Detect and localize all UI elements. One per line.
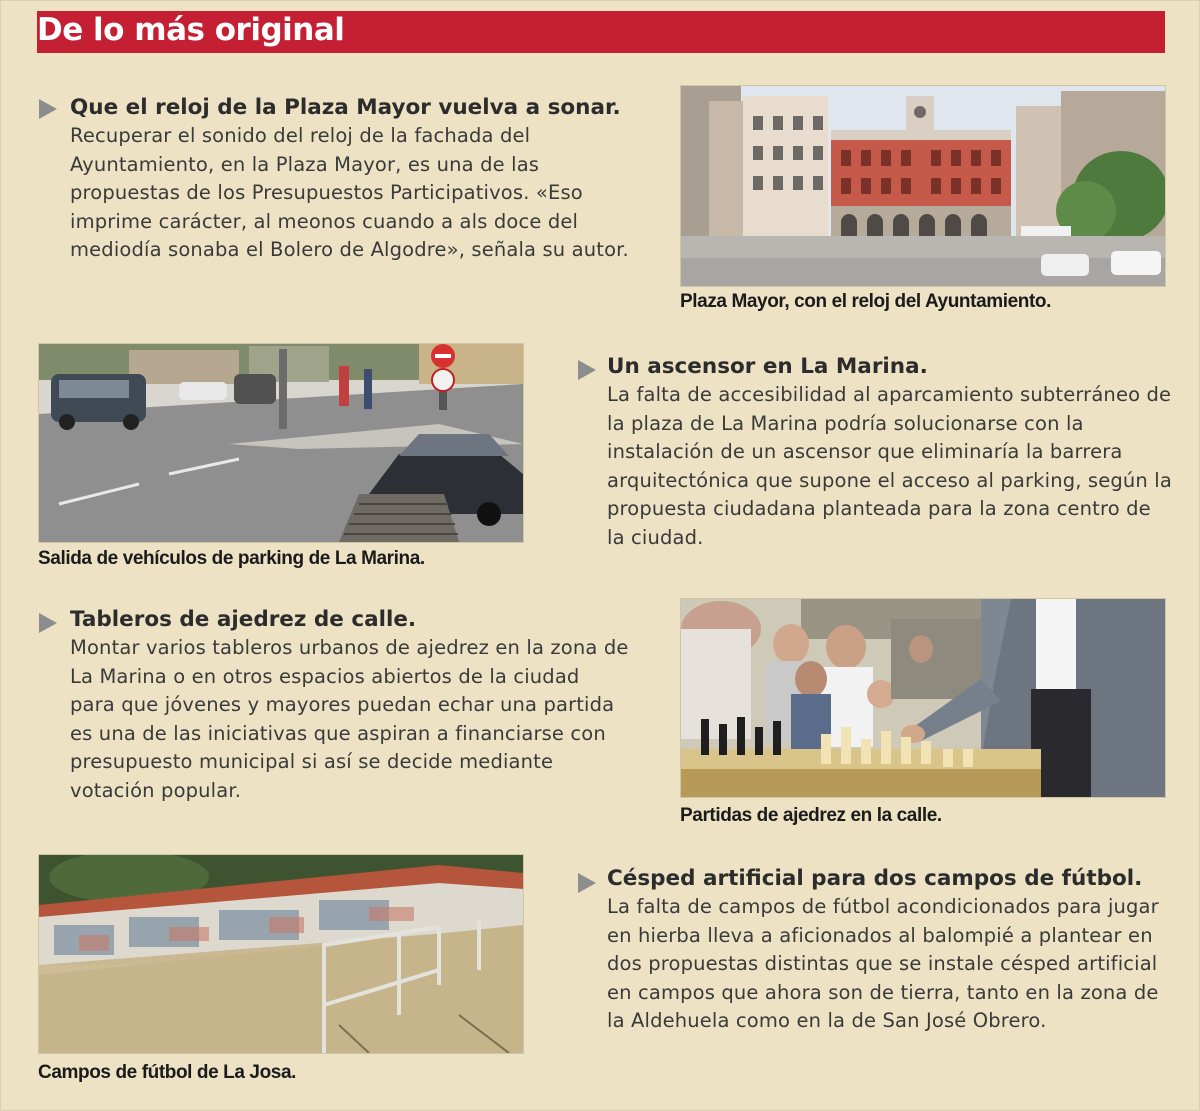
photo-caption: Plaza Mayor, con el reloj del Ayuntamiento. <box>680 291 1051 312</box>
photo-marina-parking-image <box>39 344 523 542</box>
photo-football-fields <box>38 854 524 1054</box>
proposal-body: La falta de campos de fútbol acondicionados para jugar en hierba lleva a aficionados al balompié a plantear en dos propuestas distintas que se instale césped artificial en campos que ahora son de tierra, tanto en la zona de la Aldehuela como en la de San José Obrero. <box>607 895 1159 1032</box>
photo-plaza-mayor <box>680 85 1166 287</box>
proposal-heading: Un ascensor en La Marina. <box>607 354 928 379</box>
triangle-bullet-icon <box>39 99 57 119</box>
proposal-heading: Césped artificial para dos campos de fútbol. <box>607 866 1143 891</box>
section-title: De lo más original <box>37 12 345 48</box>
photo-football-fields-image <box>39 855 523 1053</box>
proposal-heading: Tableros de ajedrez de calle. <box>70 607 417 632</box>
photo-street-chess <box>680 598 1166 798</box>
photo-caption: Campos de fútbol de La Josa. <box>38 1062 297 1083</box>
proposal-heading: Que el reloj de la Plaza Mayor vuelva a sonar. <box>70 95 621 120</box>
proposal-body: Recuperar el sonido del reloj de la fachada del Ayuntamiento, en la Plaza Mayor, es una de las propuestas de los Presupuestos Participativos. «Eso imprime carácter, al meonos cuando a als doce del mediodía sonaba el Bolero de Algodre», señala su autor. <box>70 124 629 261</box>
photo-marina-parking <box>38 343 524 543</box>
proposal-body: Montar varios tableros urbanos de ajedrez en la zona de La Marina o en otros espacios abiertos de la ciudad para que jóvenes y mayores puedan echar una partida es una de las iniciativas que aspiran a financiarse con presupuesto municipal si así se decide mediante votación popular. <box>70 636 629 802</box>
photo-caption: Partidas de ajedrez en la calle. <box>680 805 942 826</box>
triangle-bullet-icon <box>578 360 596 380</box>
photo-street-chess-image <box>681 599 1165 797</box>
section-banner <box>37 11 1165 53</box>
photo-caption: Salida de vehículos de parking de La Marina. <box>38 548 425 569</box>
proposal-body: La falta de accesibilidad al aparcamiento subterráneo de la plaza de La Marina podría solucionarse con la instalación de un ascensor que eliminaría la barrera arquitectónica que supone el acceso al parking, según la propuesta ciudadana planteada para la zona centro de la ciudad. <box>607 383 1172 549</box>
triangle-bullet-icon <box>39 613 57 633</box>
triangle-bullet-icon <box>578 873 596 893</box>
photo-plaza-mayor-image <box>681 86 1165 286</box>
